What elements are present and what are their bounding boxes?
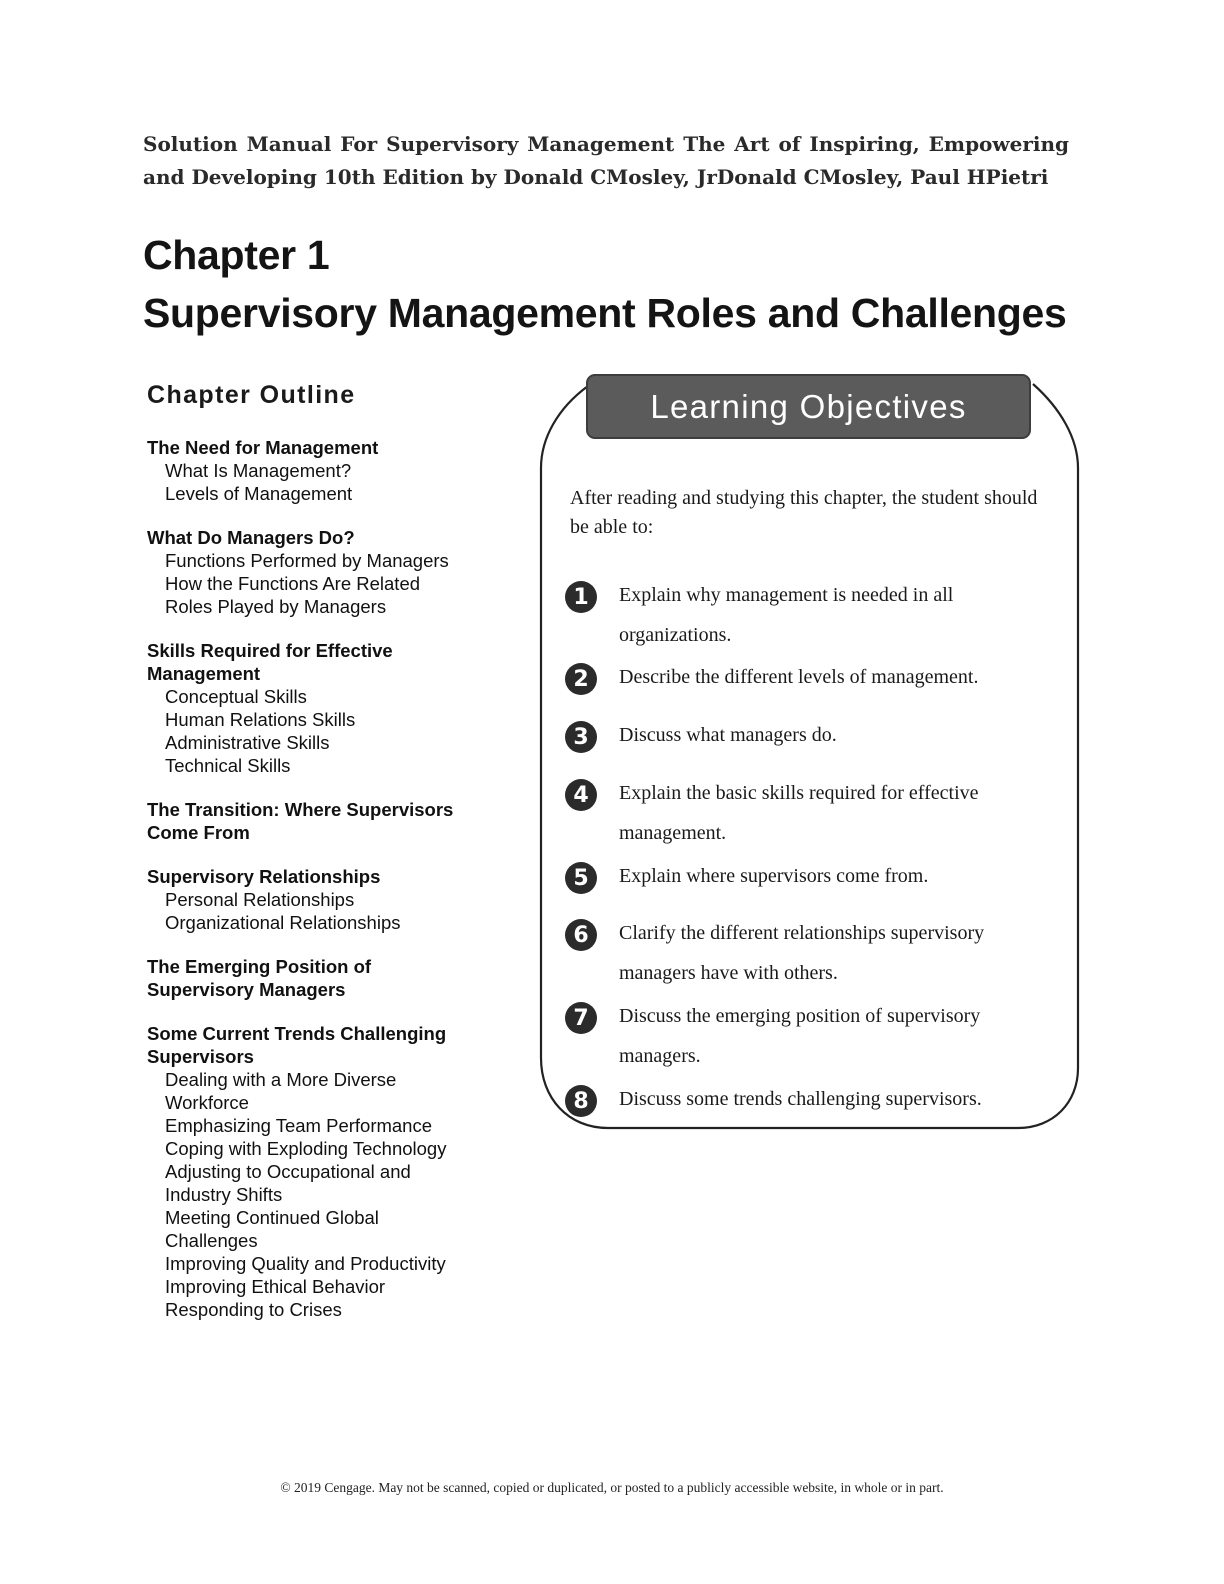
outline-section-title: The Emerging Position of Supervisory Managers [147,956,372,1000]
outline-section [147,955,507,1001]
chapter-title: Supervisory Management Roles and Challenges [143,290,1067,336]
outline-section-title: What Do Managers Do? [147,527,355,548]
outline-item: Personal Relationships [165,889,355,910]
outline-section [147,639,507,777]
objective-number-badge: 5 [565,862,597,894]
objective-text: Explain why management is needed in all organizations. [619,584,954,646]
objective-item [565,862,1035,902]
outline-item: Emphasizing Team Performance [165,1115,433,1136]
outline-section [147,436,507,505]
outline-item: Roles Played by Managers [165,596,387,617]
outline-item: Dealing with a More Diverse Workforce [165,1069,397,1113]
outline-section-title: Some Current Trends Challenging Supervisors [147,1023,447,1067]
outline-item: Functions Performed by Managers [165,550,449,571]
document-header-title: Solution Manual For Supervisory Management The Art of Inspiring, Empowering and Developing 10th Edition by Donald CMosley, JrDonald CMosley, Paul HPietri [143,132,1069,189]
outline-item: Meeting Continued Global Challenges [165,1207,379,1251]
outline-item: Improving Ethical Behavior [165,1276,386,1297]
objective-number-badge: 8 [565,1085,597,1117]
learning-objectives-heading: Learning Objectives [586,374,1031,439]
objective-text: Discuss some trends challenging supervisors. [619,1088,982,1110]
objective-number-badge: 7 [565,1002,597,1034]
chapter-outline [147,436,507,1342]
objective-text: Explain where supervisors come from. [619,865,929,887]
outline-section-title: Skills Required for Effective Management [147,640,393,684]
objective-item [565,663,1035,703]
outline-item: How the Functions Are Related [165,573,421,594]
objective-item [565,1002,1035,1067]
objective-item [565,721,1035,761]
outline-item: Organizational Relationships [165,912,401,933]
objective-number-badge: 1 [565,581,597,613]
outline-section [147,526,507,618]
outline-item: Improving Quality and Productivity [165,1253,446,1274]
outline-item: Conceptual Skills [165,686,307,707]
outline-item: Levels of Management [165,483,353,504]
objective-number-badge: 2 [565,663,597,695]
learning-objectives-intro: After reading and studying this chapter, the student should be able to: [570,487,1038,538]
outline-section-title: Supervisory Relationships [147,866,381,887]
objective-item [565,919,1035,984]
objective-item [565,581,1035,646]
objective-number-badge: 3 [565,721,597,753]
objective-text: Discuss the emerging position of supervisory managers. [619,1005,981,1067]
outline-section-title: The Transition: Where Supervisors Come From [147,799,454,843]
objective-item [565,1085,1035,1125]
outline-item: What Is Management? [165,460,352,481]
objective-text: Clarify the different relationships supervisory managers have with others. [619,922,985,984]
copyright-footer: © 2019 Cengage. May not be scanned, copied or duplicated, or posted to a publicly accessible website, in whole or in part. [280,1480,944,1495]
objective-number-badge: 6 [565,919,597,951]
objective-text: Explain the basic skills required for effective management. [619,782,979,844]
objective-item [565,779,1035,844]
chapter-outline-heading: Chapter Outline [147,381,356,409]
outline-section-title: The Need for Management [147,437,379,458]
outline-item: Coping with Exploding Technology [165,1138,447,1159]
outline-section [147,1022,507,1321]
objective-text: Discuss what managers do. [619,724,837,746]
outline-item: Human Relations Skills [165,709,356,730]
objective-text: Describe the different levels of management. [619,666,979,688]
outline-item: Responding to Crises [165,1299,342,1320]
outline-section [147,865,507,934]
outline-item: Administrative Skills [165,732,330,753]
outline-item: Adjusting to Occupational and Industry Shifts [165,1161,411,1205]
chapter-number: Chapter 1 [143,232,330,278]
outline-section [147,798,507,844]
objective-number-badge: 4 [565,779,597,811]
outline-item: Technical Skills [165,755,291,776]
